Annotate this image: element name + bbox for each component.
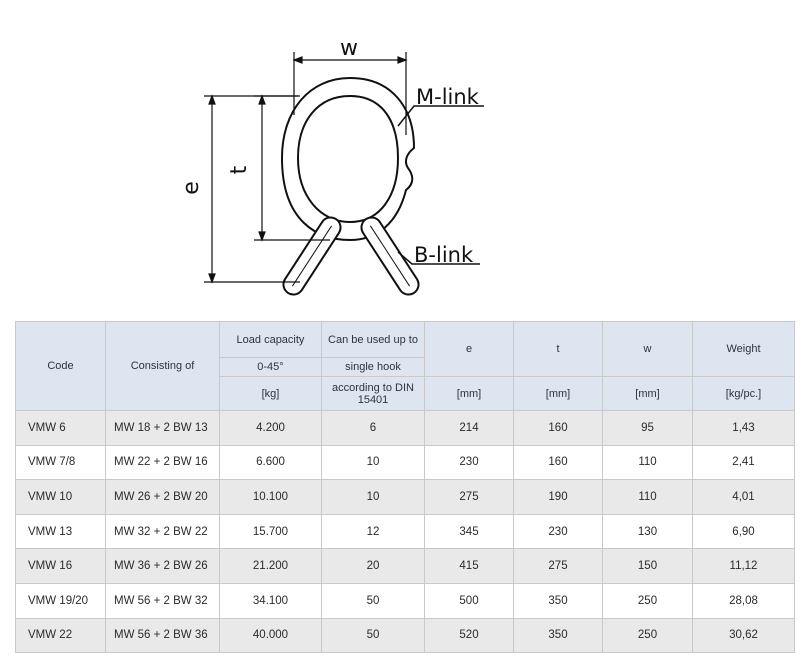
cell-weight: 2,41: [693, 445, 795, 480]
table-row: [16, 514, 795, 549]
header-code: Code: [16, 322, 106, 411]
cell-code: VMW 6: [16, 411, 106, 446]
cell-weight: 6,90: [693, 514, 795, 549]
link-assembly-drawing: [0, 0, 806, 320]
dim-t-label: t: [227, 165, 252, 175]
cell-w: 95: [603, 411, 693, 446]
cell-weight: 28,08: [693, 583, 795, 618]
cell-e: 500: [425, 583, 514, 618]
cell-w: 150: [603, 549, 693, 584]
cell-w: 250: [603, 618, 693, 653]
b-link-left: [280, 214, 345, 299]
cell-e: 230: [425, 445, 514, 480]
specification-table: [15, 321, 795, 653]
cell-hook: 50: [322, 618, 425, 653]
m-link-inner: [298, 96, 398, 222]
cell-t: 230: [514, 514, 603, 549]
dim-w-label: w: [340, 36, 358, 61]
cell-t: 190: [514, 480, 603, 515]
header-t-unit: [mm]: [514, 377, 603, 411]
cell-hook: 12: [322, 514, 425, 549]
cell-code: VMW 16: [16, 549, 106, 584]
cell-w: 110: [603, 445, 693, 480]
cell-hook: 10: [322, 445, 425, 480]
table-row: [16, 618, 795, 653]
cell-e: 345: [425, 514, 514, 549]
cell-load: 40.000: [220, 618, 322, 653]
b-link-label: B-link: [414, 243, 474, 267]
cell-w: 110: [603, 480, 693, 515]
header-t: t: [514, 322, 603, 377]
cell-consisting: MW 36 + 2 BW 26: [106, 549, 220, 584]
cell-w: 130: [603, 514, 693, 549]
table-row: [16, 445, 795, 480]
cell-t: 160: [514, 445, 603, 480]
cell-load: 15.700: [220, 514, 322, 549]
cell-load: 6.600: [220, 445, 322, 480]
cell-load: 21.200: [220, 549, 322, 584]
cell-weight: 4,01: [693, 480, 795, 515]
cell-consisting: MW 56 + 2 BW 36: [106, 618, 220, 653]
header-w-unit: [mm]: [603, 377, 693, 411]
cell-consisting: MW 22 + 2 BW 16: [106, 445, 220, 480]
cell-e: 520: [425, 618, 514, 653]
m-link-label: M-link: [416, 85, 479, 109]
header-load-unit: [kg]: [220, 377, 322, 411]
header-e: e: [425, 322, 514, 377]
cell-t: 160: [514, 411, 603, 446]
header-consisting: Consisting of: [106, 322, 220, 411]
cell-load: 4.200: [220, 411, 322, 446]
cell-hook: 10: [322, 480, 425, 515]
cell-e: 415: [425, 549, 514, 584]
cell-consisting: MW 18 + 2 BW 13: [106, 411, 220, 446]
header-can-be-used: Can be used up to: [322, 322, 425, 358]
cell-consisting: MW 32 + 2 BW 22: [106, 514, 220, 549]
cell-weight: 1,43: [693, 411, 795, 446]
m-link-outline: [282, 78, 414, 240]
header-e-unit: [mm]: [425, 377, 514, 411]
cell-t: 350: [514, 618, 603, 653]
cell-t: 350: [514, 583, 603, 618]
cell-t: 275: [514, 549, 603, 584]
cell-weight: 11,12: [693, 549, 795, 584]
cell-code: VMW 19/20: [16, 583, 106, 618]
cell-load: 34.100: [220, 583, 322, 618]
cell-e: 275: [425, 480, 514, 515]
cell-code: VMW 13: [16, 514, 106, 549]
header-weight: Weight: [693, 322, 795, 377]
cell-load: 10.100: [220, 480, 322, 515]
cell-code: VMW 10: [16, 480, 106, 515]
cell-consisting: MW 26 + 2 BW 20: [106, 480, 220, 515]
cell-code: VMW 7/8: [16, 445, 106, 480]
cell-code: VMW 22: [16, 618, 106, 653]
table-row: [16, 583, 795, 618]
cell-w: 250: [603, 583, 693, 618]
table-row: [16, 411, 795, 446]
table-row: [16, 549, 795, 584]
header-w: w: [603, 322, 693, 377]
table-row: [16, 480, 795, 515]
header-load-angle: 0-45°: [220, 358, 322, 377]
b-link-right: [358, 214, 423, 299]
cell-hook: 6: [322, 411, 425, 446]
header-weight-unit: [kg/pc.]: [693, 377, 795, 411]
cell-weight: 30,62: [693, 618, 795, 653]
header-din: according to DIN 15401: [322, 377, 425, 411]
cell-hook: 20: [322, 549, 425, 584]
cell-hook: 50: [322, 583, 425, 618]
cell-e: 214: [425, 411, 514, 446]
header-single-hook: single hook: [322, 358, 425, 377]
header-load-capacity: Load capacity: [220, 322, 322, 358]
cell-consisting: MW 56 + 2 BW 32: [106, 583, 220, 618]
dim-e-label: e: [179, 181, 204, 195]
